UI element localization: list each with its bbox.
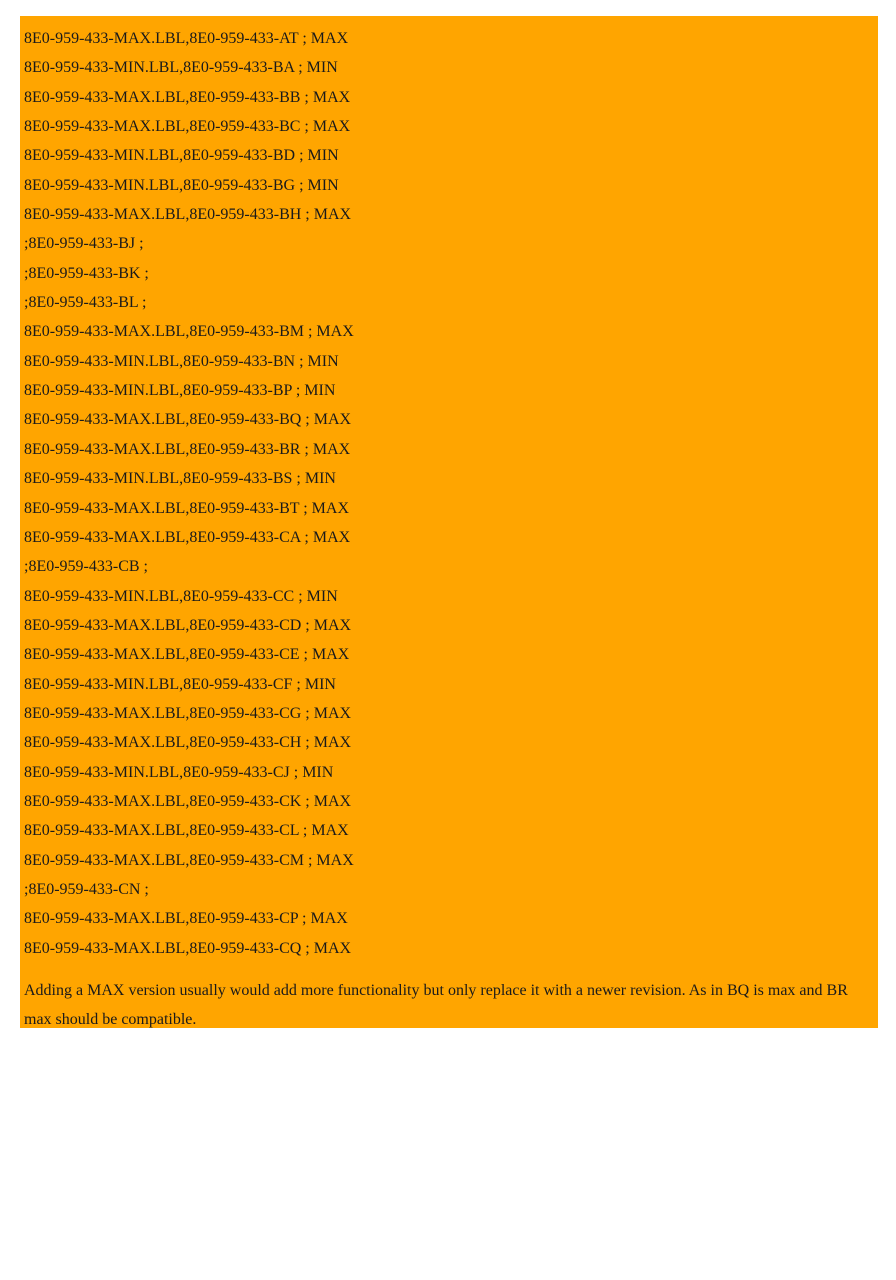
list-item: 8E0-959-433-MIN.LBL,8E0-959-433-BP ; MIN [24, 382, 336, 400]
list-item: 8E0-959-433-MAX.LBL,8E0-959-433-BM ; MAX [24, 323, 354, 341]
list-item: 8E0-959-433-MAX.LBL,8E0-959-433-BH ; MAX [24, 206, 352, 224]
list-item: ;8E0-959-433-CB ; [24, 558, 148, 576]
compatibility-note: Adding a MAX version usually would add more functionality but only replace it with a newer revision. As in BQ is max and BR max should be compatible. [24, 982, 848, 1028]
list-item: 8E0-959-433-MAX.LBL,8E0-959-433-CP ; MAX [24, 910, 348, 928]
list-item: 8E0-959-433-MAX.LBL,8E0-959-433-BC ; MAX [24, 118, 351, 136]
list-item: 8E0-959-433-MAX.LBL,8E0-959-433-CL ; MAX [24, 822, 349, 840]
list-item: 8E0-959-433-MIN.LBL,8E0-959-433-CJ ; MIN [24, 763, 334, 781]
list-item: 8E0-959-433-MAX.LBL,8E0-959-433-CH ; MAX [24, 734, 352, 752]
list-item: 8E0-959-433-MAX.LBL,8E0-959-433-CK ; MAX [24, 792, 352, 810]
list-item: 8E0-959-433-MAX.LBL,8E0-959-433-CM ; MAX [24, 851, 354, 869]
list-item: 8E0-959-433-MAX.LBL,8E0-959-433-CQ ; MAX [24, 939, 352, 957]
content-panel [20, 16, 878, 1028]
list-item: 8E0-959-433-MAX.LBL,8E0-959-433-CA ; MAX [24, 528, 351, 546]
list-item: ;8E0-959-433-CN ; [24, 880, 149, 898]
list-item: 8E0-959-433-MAX.LBL,8E0-959-433-BB ; MAX [24, 88, 351, 106]
list-item: ;8E0-959-433-BJ ; [24, 235, 144, 253]
label-mapping-list [24, 24, 354, 963]
list-item: 8E0-959-433-MIN.LBL,8E0-959-433-CF ; MIN [24, 675, 336, 693]
list-item: 8E0-959-433-MIN.LBL,8E0-959-433-BS ; MIN [24, 470, 336, 488]
list-item: 8E0-959-433-MIN.LBL,8E0-959-433-BN ; MIN [24, 352, 339, 370]
list-item: 8E0-959-433-MAX.LBL,8E0-959-433-CG ; MAX [24, 704, 352, 722]
list-item: 8E0-959-433-MIN.LBL,8E0-959-433-BA ; MIN [24, 59, 338, 77]
list-item: ;8E0-959-433-BL ; [24, 294, 147, 312]
list-item: ;8E0-959-433-BK ; [24, 264, 149, 282]
list-item: 8E0-959-433-MAX.LBL,8E0-959-433-BT ; MAX [24, 499, 350, 517]
list-item: 8E0-959-433-MIN.LBL,8E0-959-433-BG ; MIN [24, 176, 339, 194]
list-item: 8E0-959-433-MIN.LBL,8E0-959-433-BD ; MIN [24, 147, 339, 165]
list-item: 8E0-959-433-MAX.LBL,8E0-959-433-AT ; MAX [24, 30, 349, 47]
list-item: 8E0-959-433-MAX.LBL,8E0-959-433-BR ; MAX [24, 440, 351, 458]
list-item: 8E0-959-433-MAX.LBL,8E0-959-433-CE ; MAX [24, 646, 350, 664]
list-item: 8E0-959-433-MAX.LBL,8E0-959-433-CD ; MAX [24, 616, 352, 634]
list-item: 8E0-959-433-MAX.LBL,8E0-959-433-BQ ; MAX [24, 411, 352, 429]
list-item: 8E0-959-433-MIN.LBL,8E0-959-433-CC ; MIN [24, 587, 338, 605]
